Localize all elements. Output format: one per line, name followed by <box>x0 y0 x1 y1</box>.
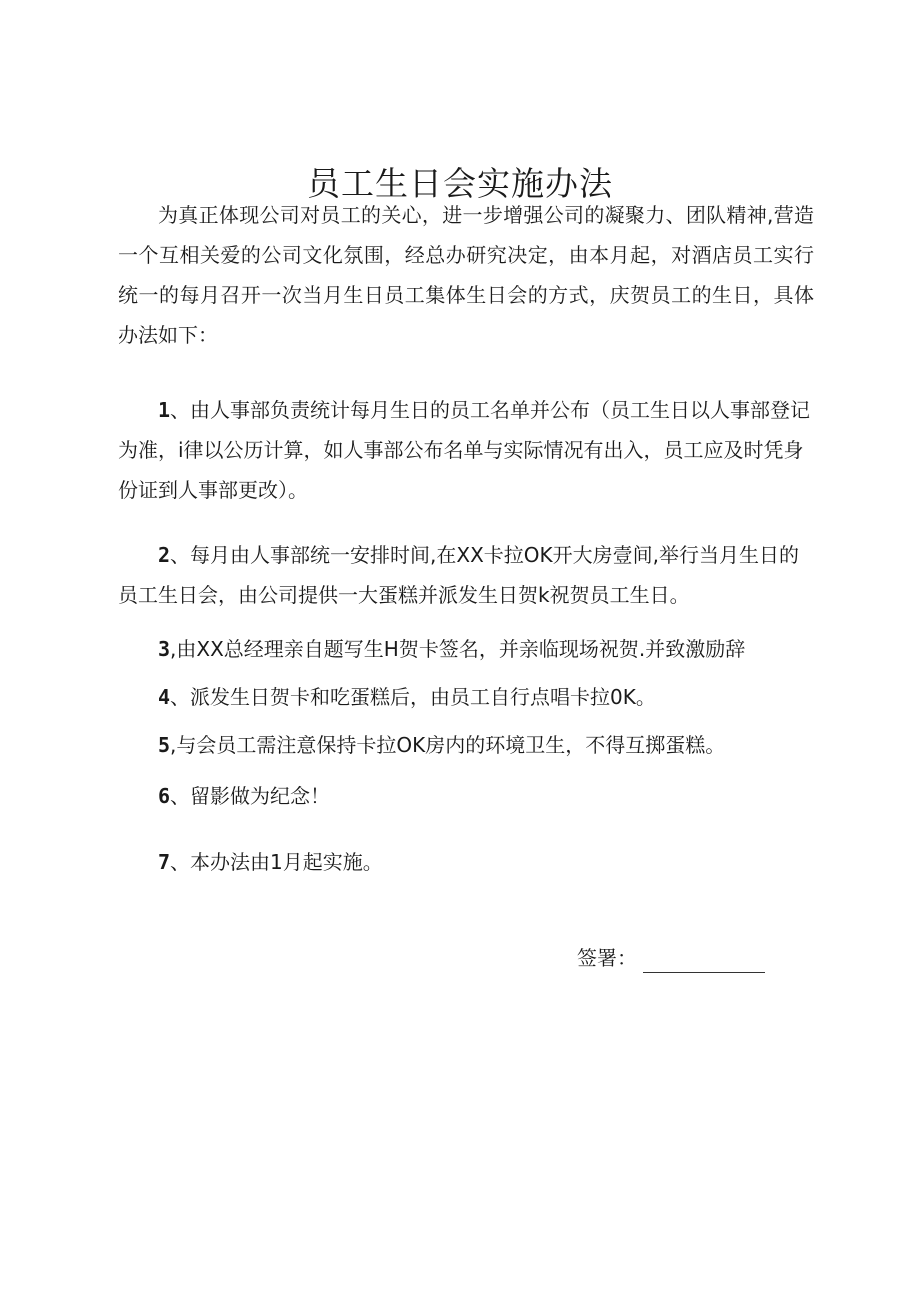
list-item <box>118 535 814 615</box>
list-item <box>118 677 814 717</box>
list-item <box>118 776 814 816</box>
signature-label: 签署： <box>577 946 637 970</box>
item-text: ,由XX总经理亲自题写生H贺卡签名，并亲临现场祝贺.并致激励辞 <box>170 637 746 661</box>
item-text: 、本办法由1月起实施。 <box>170 850 383 874</box>
item-number: 6 <box>158 784 171 808</box>
intro-paragraph: 为真正体现公司对员工的关心，进一步增强公司的凝聚力、团队精神,营造一个互相关爱的公司文化氛围，经总办研究决定，由本月起，对酒店员工实行统一的每月召开一次当月生日员工集体生日会的方式，庆贺员工的生日，具体办法如下： <box>118 203 814 347</box>
item-text: 、每月由人事部统一安排时间,在XX卡拉OK开大房壹间,举行当月生日的员工生日会，由公司提供一大蛋糕并派发生日贺k祝贺员工生日。 <box>118 543 800 607</box>
item-text: 、由人事部负责统计每月生日的员工名单并公布（员工生日以人事部登记为准，i律以公历计算，如人事部公布名单与实际情况有出入，员工应及时凭身份证到人事部更改）。 <box>118 398 811 502</box>
list-item <box>118 842 814 882</box>
item-number: 1 <box>158 398 171 422</box>
page-title: 员工生日会实施办法 <box>307 164 613 204</box>
item-number: 4 <box>158 685 171 709</box>
item-number: 2 <box>158 543 171 567</box>
list-item <box>118 629 814 669</box>
item-number: 7 <box>158 850 171 874</box>
signature-block <box>577 943 765 973</box>
item-text: 、留影做为纪念！ <box>170 784 331 808</box>
item-number: 5 <box>158 733 171 757</box>
list-item <box>118 390 814 510</box>
item-text: 、派发生日贺卡和吃蛋糕后，由员工自行点唱卡拉0K。 <box>170 685 656 709</box>
signature-field[interactable] <box>643 950 765 973</box>
item-text: ,与会员工需注意保持卡拉OK房内的环境卫生，不得互掷蛋糕。 <box>170 733 726 757</box>
item-number: 3 <box>158 637 171 661</box>
list-item <box>118 725 814 765</box>
